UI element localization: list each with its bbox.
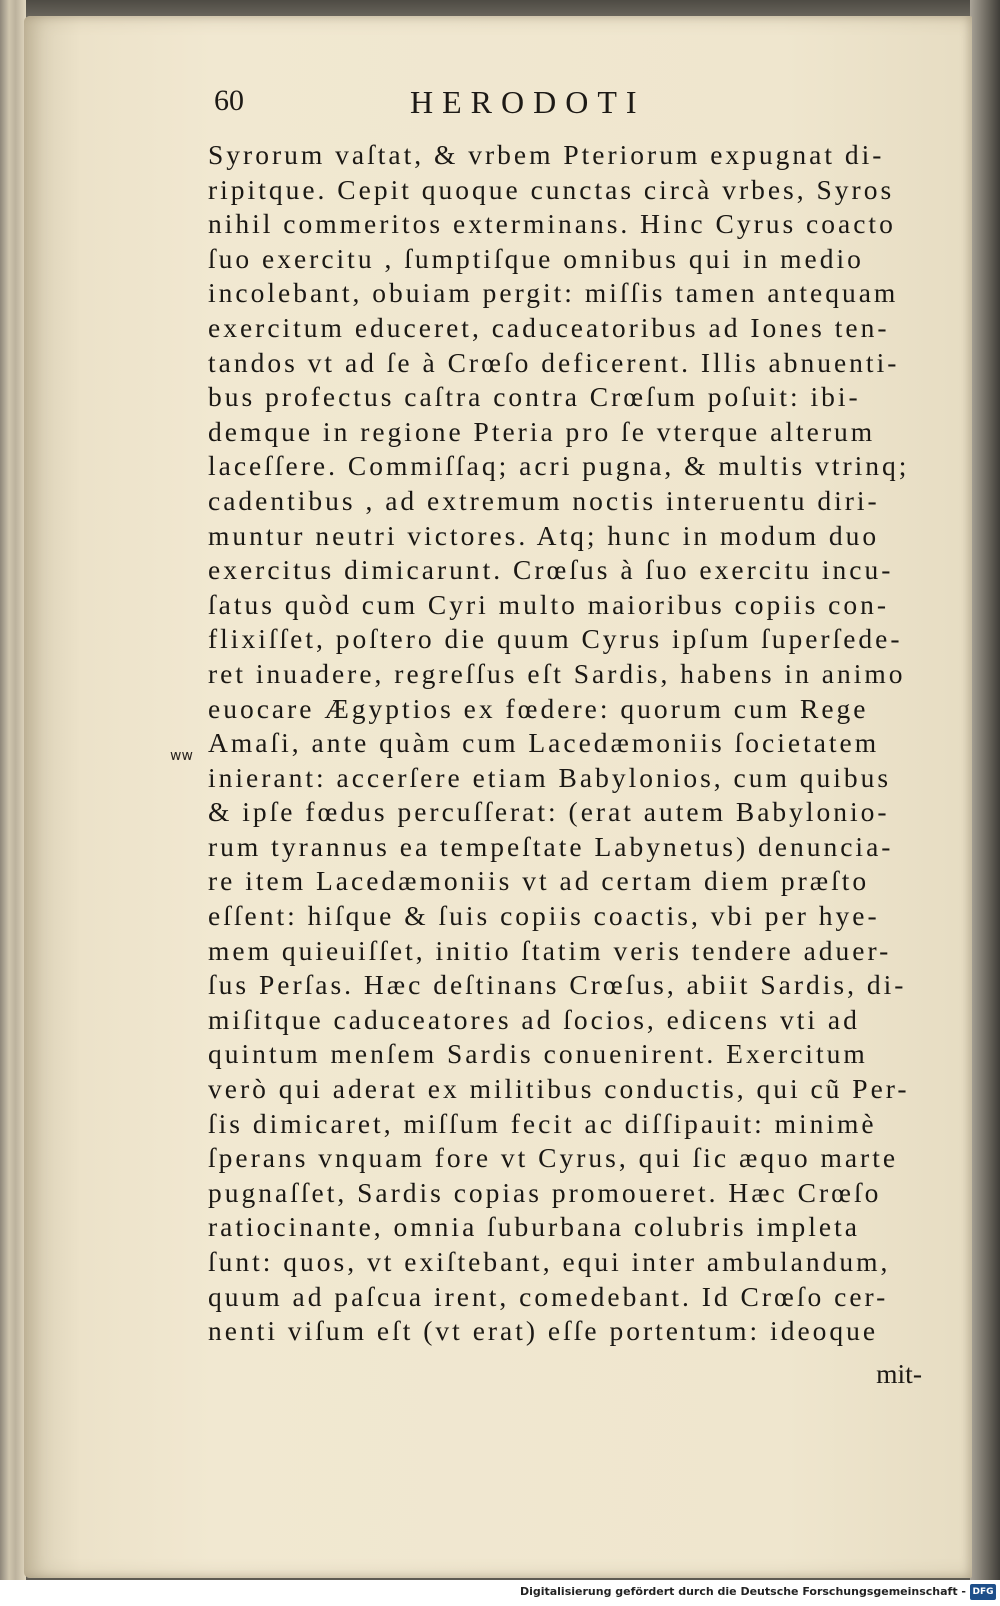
text-line: ſperans vnquam fore vt Cyrus, qui ſic æquo marte [208, 1142, 899, 1174]
text-line: flixiſſet, poſtero die quum Cyrus ipſum ſuperſede- [208, 623, 903, 655]
text-line: exercitum educeret, caduceatoribus ad Iones ten- [208, 311, 890, 343]
text-line: ripitque. Cepit quoque cunctas circà vrbes, Syros [208, 173, 895, 205]
running-title: HERODOTI [410, 84, 646, 120]
text-line: muntur neutri victores. Atq; hunc in modum duo [208, 519, 880, 551]
text-line: re item Lacedæmoniis vt ad certam diem præſto [208, 865, 870, 897]
catchword: mit- [876, 1358, 922, 1389]
text-line: Amaſi, ante quàm cum Lacedæmoniis ſocietatem [208, 727, 880, 759]
text-line: cadentibus , ad extremum noctis interuentu diri- [208, 484, 880, 516]
digitization-footer [0, 1580, 1000, 1606]
body-text [208, 138, 938, 1349]
text-line: ret inuadere, regreſſus eſt Sardis, habens in animo [208, 657, 906, 689]
text-line: mem quieuiſſet, initio ſtatim veris tendere aduer- [208, 934, 892, 966]
page-edge-stack [0, 0, 26, 1580]
text-line: incolebant, obuiam pergit: miſſis tamen antequam [208, 277, 899, 309]
page-header [214, 84, 914, 124]
scan-right-shadow [970, 0, 1000, 1580]
text-line: rum tyrannus ea tempeſtate Labynetus) denuncia- [208, 830, 894, 862]
text-line: ſus Perſas. Hæc deſtinans Crœſus, abiit Sardis, di- [208, 969, 907, 1001]
text-line: ratiocinante, omnia ſuburbana colubris impleta [208, 1211, 860, 1243]
margin-mark: ww [170, 748, 193, 764]
text-line: ſunt: quos, vt exiſtebant, equi inter ambulandum, [208, 1246, 891, 1277]
text-line: inierant: accerſere etiam Babylonios, cum quibus [208, 761, 892, 793]
text-line: pugnaſſet, Sardis copias promoueret. Hæc Crœſo [208, 1176, 882, 1208]
text-line: demque in regione Pteria pro ſe vterque alterum [208, 415, 876, 447]
text-line: Syrorum vaſtat, & vrbem Pteriorum expugnat di- [208, 139, 885, 170]
text-line: nihil commeritos exterminans. Hinc Cyrus coacto [208, 208, 896, 240]
text-line: tandos vt ad ſe à Crœſo deficerent. Illis abnuenti- [208, 346, 900, 378]
text-line: eſſent: hiſque & ſuis copiis coactis, vbi per hye- [208, 900, 880, 932]
funding-credit: Digitalisierung gefördert durch die Deutsche Forschungsgemeinschaft - [519, 1585, 966, 1598]
text-line: verò qui aderat ex militibus conductis, qui cũ Per- [208, 1073, 910, 1105]
text-line: euocare Ægyptios ex fœdere: quorum cum Rege [208, 692, 869, 724]
text-line: quintum menſem Sardis conuenirent. Exercitum [208, 1038, 868, 1070]
text-line: ſis dimicaret, miſſum fecit ac diſſipauit: minimè [208, 1107, 877, 1139]
dfg-logo-icon: DFG [970, 1584, 996, 1600]
text-line: exercitus dimicarunt. Crœſus à ſuo exercitu incu- [208, 554, 894, 586]
text-line: ſatus quòd cum Cyri multo maioribus copiis con- [208, 588, 890, 620]
page-number: 60 [214, 84, 244, 117]
text-line: & ipſe fœdus percuſſerat: (erat autem Babylonio- [208, 796, 890, 828]
text-line: nenti viſum eſt (vt erat) eſſe portentum: ideoque [208, 1315, 879, 1347]
text-line: ſuo exercitu , ſumptiſque omnibus qui in medio [208, 242, 864, 274]
text-line: bus profectus caſtra contra Crœſum poſuit: ibi- [208, 381, 861, 413]
text-line: miſitque caduceatores ad ſocios, edicens vti ad [208, 1003, 860, 1035]
text-line: laceſſere. Commiſſaq; acri pugna, & multis vtrinq; [208, 450, 910, 482]
text-line: quum ad paſcua irent, comedebant. Id Crœſo cer- [208, 1280, 889, 1312]
